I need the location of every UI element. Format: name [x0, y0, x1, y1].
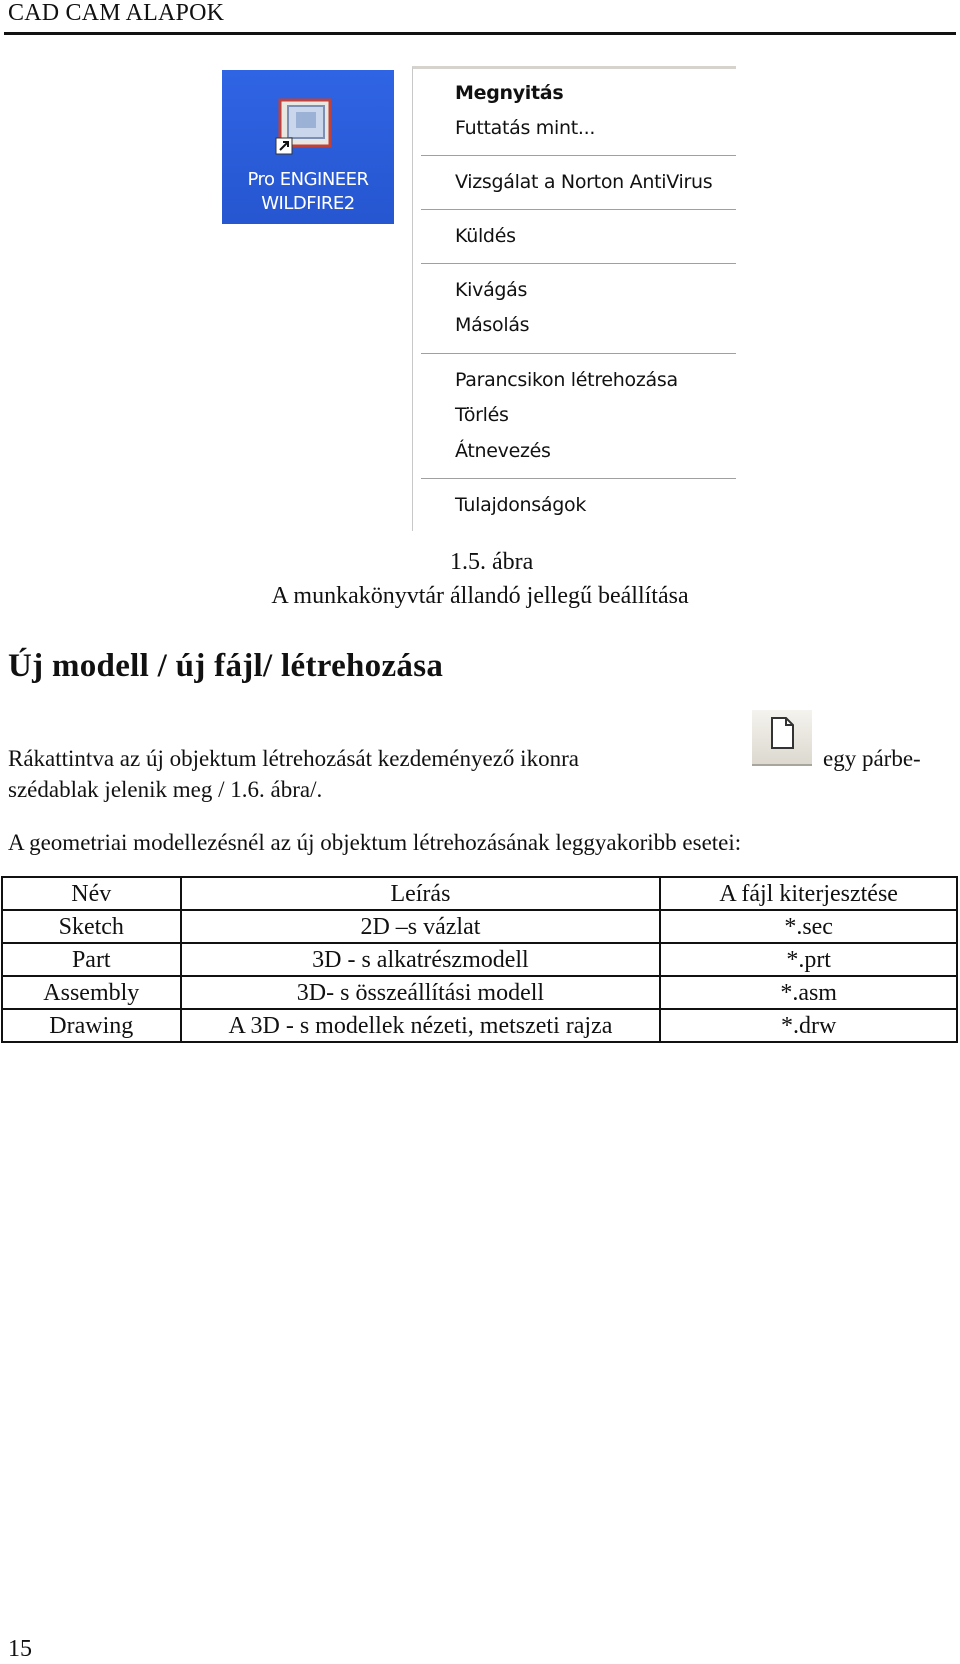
paragraph-line-end: egy párbe-: [823, 746, 921, 771]
new-file-icon-glyph: [752, 710, 812, 764]
menu-item-delete[interactable]: Törlés: [455, 404, 509, 426]
table-header: Leírás: [181, 877, 661, 910]
paragraph: A geometriai modellezésnél az új objektum létrehozásának leggyakoribb esetei:: [8, 830, 742, 855]
menu-item-properties[interactable]: Tulajdonságok: [455, 494, 587, 516]
table-cell: Part: [2, 943, 181, 976]
table-cell: 2D –s vázlat: [181, 910, 661, 943]
table-cell: *.asm: [660, 976, 957, 1009]
menu-item-norton-scan[interactable]: Vizsgálat a Norton AntiVirus: [455, 171, 713, 193]
table-cell: *.prt: [660, 943, 957, 976]
table-cell: Sketch: [2, 910, 181, 943]
table-cell: *.sec: [660, 910, 957, 943]
file-types-table: [1, 876, 958, 1043]
paragraph-line: szédablak jelenik meg / 1.6. ábra/.: [8, 777, 323, 802]
table-header: A fájl kiterjesztése: [660, 877, 957, 910]
figure-caption: A munkakönyvtár állandó jellegű beállítása: [271, 583, 689, 609]
menu-item-copy[interactable]: Másolás: [455, 314, 530, 336]
table-row: [2, 910, 957, 943]
page-number: 15: [8, 1636, 32, 1662]
table-cell: 3D- s összeállítási modell: [181, 976, 661, 1009]
table-row: [2, 976, 957, 1009]
table-row: [2, 943, 957, 976]
menu-item-create-shortcut[interactable]: Parancsikon létrehozása: [455, 369, 678, 391]
section-title: Új modell / új fájl/ létrehozása: [8, 648, 444, 684]
table-cell: 3D - s alkatrészmodell: [181, 943, 661, 976]
desktop-shortcut-label: [222, 168, 394, 216]
figure-number: 1.5. ábra: [450, 549, 534, 575]
menu-separator: [421, 353, 736, 355]
menu-separator: [421, 155, 736, 157]
table-cell: *.drw: [660, 1009, 957, 1042]
menu-item-send[interactable]: Küldés: [455, 225, 516, 247]
menu-item-open[interactable]: Megnyitás: [455, 82, 564, 104]
shortcut-label-line2: WILDFIRE2: [261, 193, 355, 214]
table-cell: Assembly: [2, 976, 181, 1009]
context-menu: [412, 66, 736, 531]
table-cell: A 3D - s modellek nézeti, metszeti rajza: [181, 1009, 661, 1042]
table-header-row: [2, 877, 957, 910]
table-row: [2, 1009, 957, 1042]
menu-separator: [421, 209, 736, 211]
menu-item-rename[interactable]: Átnevezés: [455, 440, 551, 462]
pro-engineer-shortcut-icon: [274, 98, 332, 156]
menu-separator: [421, 263, 736, 265]
shortcut-label-line1: Pro ENGINEER: [247, 169, 369, 190]
menu-item-cut[interactable]: Kivágás: [455, 279, 528, 301]
desktop-shortcut[interactable]: [222, 70, 394, 224]
paragraph-line: Rákattintva az új objektum létrehozását kezdeményező ikonra: [8, 746, 579, 771]
table-header: Név: [2, 877, 181, 910]
running-header: CAD CAM ALAPOK: [8, 0, 225, 26]
new-file-icon: [752, 710, 812, 766]
menu-item-run-as[interactable]: Futtatás mint...: [455, 117, 596, 139]
menu-separator: [421, 478, 736, 480]
table-cell: Drawing: [2, 1009, 181, 1042]
header-rule: [4, 32, 956, 35]
